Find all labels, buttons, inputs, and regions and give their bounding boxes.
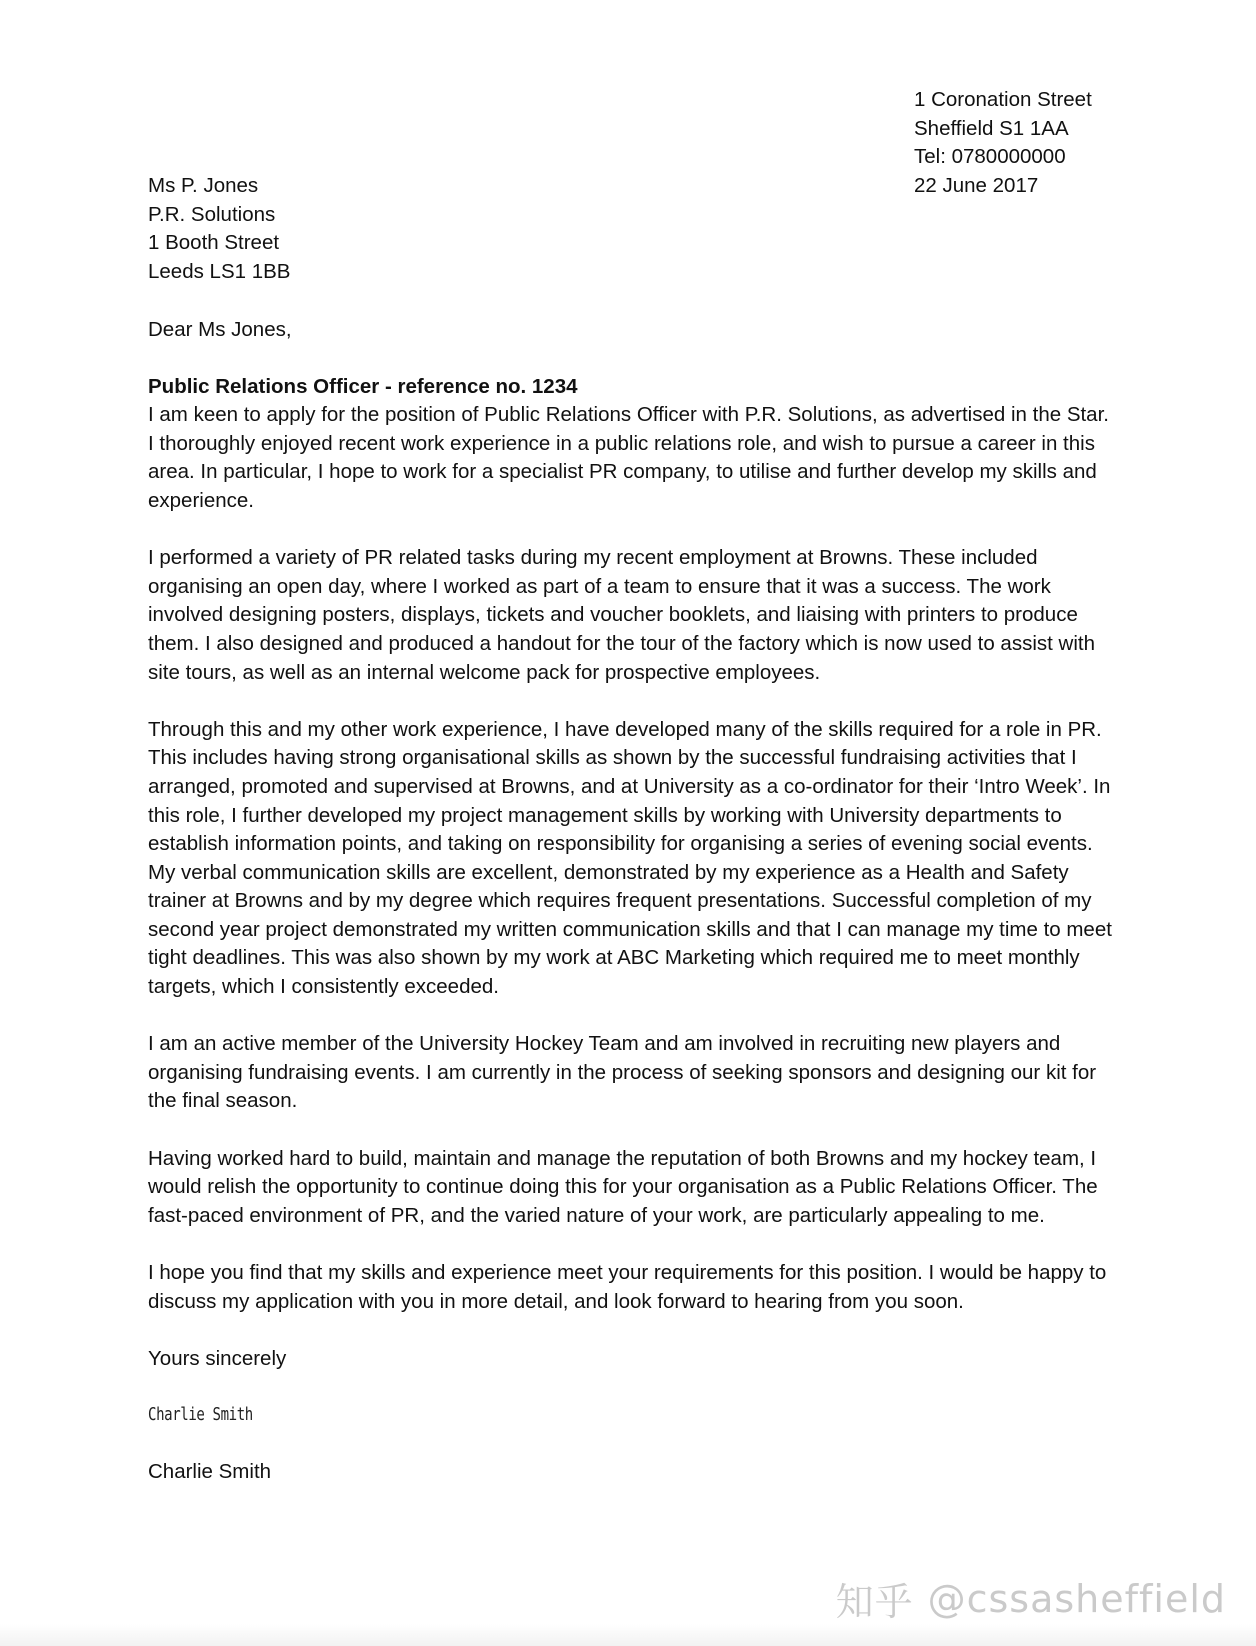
paragraph-experience: I performed a variety of PR related tasks during my recent employment at Browns. These included organising an open day, where I worked as part of a team to ensure that it was a success. The work involved designing posters, displays, tickets and voucher booklets, and liaising with printers to produce them. I also designed and produced a handout for the tour of the factory which is now used to assist with site tours, as well as an internal welcome pack for prospective employees. [148,546,1095,684]
sender-address [914,86,1092,200]
letter-body [148,316,1116,1487]
paragraph-closing: I hope you find that my skills and experience meet your requirements for this position. I would be happy to discuss my application with you in more detail, and look forward to hearing from you soon. [148,1261,1107,1313]
subject-line: Public Relations Officer - reference no. 1234 [148,374,578,398]
recipient-city: Leeds LS1 1BB [148,259,291,283]
recipient-name: Ms P. Jones [148,174,259,197]
paragraph-motivation: Having worked hard to build, maintain and manage the reputation of both Browns and my hockey team, I would relish the opportunity to continue doing this for your organisation as a Public Relations Officer. The fast-paced environment of PR, and the varied nature of your work, are particularly appealing to me. [148,1146,1098,1227]
paragraph-intro: I am keen to apply for the position of Public Relations Officer with P.R. Solutions, as advertised in the Star. I thoroughly enjoyed recent work experience in a public relations role, and wish to pursue a career in this area. In particular, I hope to work for a specialist PR company, to utilise and further develop my skills and experience. [148,403,1109,512]
page-bottom-edge [0,1624,1256,1646]
watermark-handle: @cssasheffield [927,1576,1226,1621]
letter-date: 22 June 2017 [914,173,1039,197]
valediction: Yours sincerely [148,1346,287,1370]
sender-street: 1 Coronation Street [914,88,1092,111]
sender-city: Sheffield S1 1AA [914,116,1069,140]
sender-tel: Tel: 0780000000 [914,145,1066,169]
handwritten-signature: Charlie Smith [148,1404,253,1426]
watermark [836,1571,1226,1626]
recipient-address [148,172,290,286]
watermark-site: 知乎 [835,1580,914,1624]
recipient-company: P.R. Solutions [148,202,276,226]
printed-name: Charlie Smith [148,1459,272,1483]
recipient-street: 1 Booth Street [148,231,280,255]
paragraph-hockey: I am an active member of the University Hockey Team and am involved in recruiting new players and organising fundraising events. I am currently in the process of seeking sponsors and designing our kit for the final season. [148,1032,1097,1113]
salutation: Dear Ms Jones, [148,318,292,341]
paragraph-skills: Through this and my other work experience, I have developed many of the skills required for a role in PR. This includes having strong organisational skills as shown by the successful fundraising activities that I arranged, promoted and supervised at Browns, and at University as a co-ordinator for their ‘Intro Week’. In this role, I further developed my project management skills by working with University departments to establish information points, and taking on responsibility for organising a series of evening social events. My verbal communication skills are excellent, demonstrated by my experience as a Health and Safety trainer at Browns and by my degree which requires frequent presentations. Successful completion of my second year project demonstrated my written communication skills and that I can manage my time to meet tight deadlines. This was also shown by my work at ABC Marketing which required me to meet monthly targets, which I consistently exceeded. [148,717,1112,999]
